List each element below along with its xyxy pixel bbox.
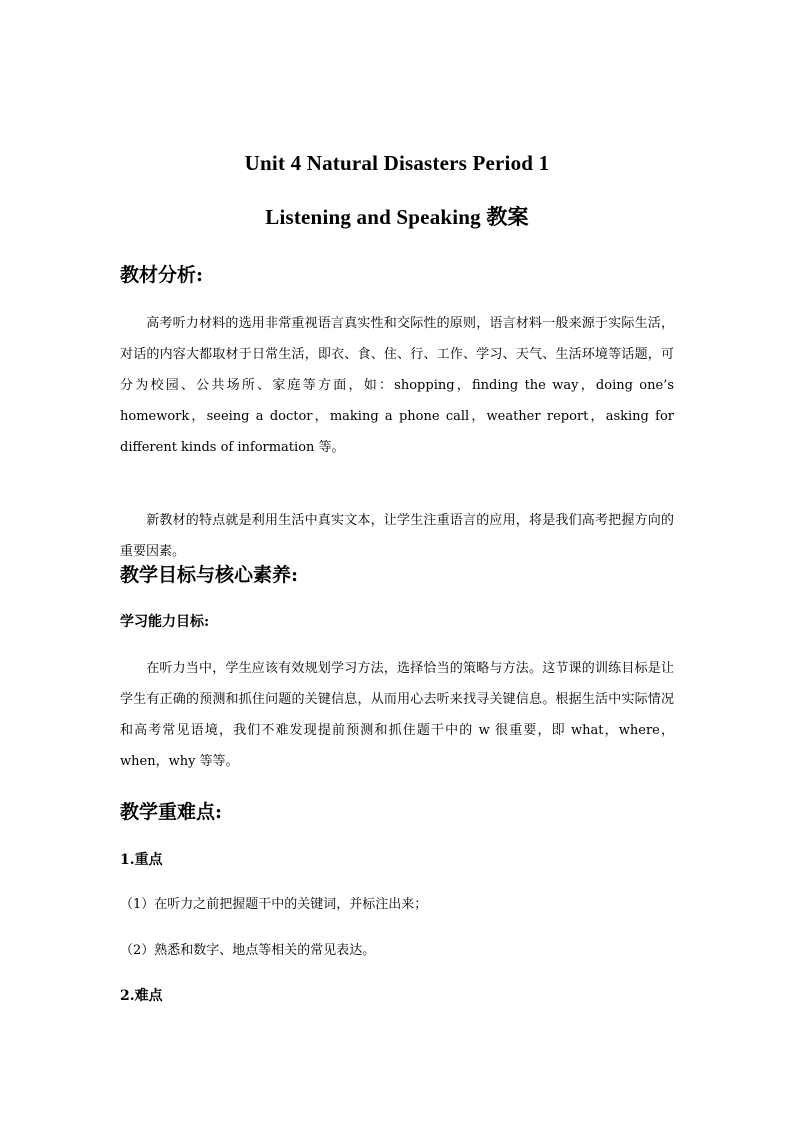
difficult-points-label: 2.难点 <box>120 988 163 1004</box>
objectives-paragraph <box>120 653 674 777</box>
subheading-learning-ability: 学习能力目标: <box>120 614 210 630</box>
materials-analysis-paragraph-2 <box>120 505 674 567</box>
objectives-text: 在听力当中，学生应该有效规划学习方法，选择恰当的策略与方法。这节课的训练目标是让学生有正确的预测和抓住问题的关键信息，从而用心去听来找寻关键信息。根据生活中实际情况和高考常见语境，我们不难发现提前预测和抓住题干中的 w 很重要，即 what，where，when，why 等等。 <box>120 661 674 769</box>
key-point-item-1: （1）在听力之前把握题干中的关键词，并标注出来； <box>120 897 428 912</box>
key-point-item-2: （2）熟悉和数字、地点等相关的常见表达。 <box>120 943 376 958</box>
materials-analysis-text-2: 新教材的特点就是利用生活中真实文本，让学生注重语言的应用，将是我们高考把握方向的重要因素。 <box>120 513 674 559</box>
section-heading-key-points: 教学重难点: <box>120 801 223 823</box>
document-subtitle: Listening and Speaking 教案 <box>265 205 529 229</box>
materials-analysis-paragraph-1 <box>120 308 674 463</box>
materials-analysis-text-1: 高考听力材料的选用非常重视语言真实性和交际性的原则，语言材料一般来源于实际生活，对话的内容大都取材于日常生活，即衣、食、住、行、工作、学习、天气、生活环境等话题，可分为校园、公共场所、家庭等方面，如：shopping，finding the way，doing one’s homework，seeing a doctor，making a phone call，weather report，asking for different kinds of information 等。 <box>120 316 674 455</box>
section-heading-materials-analysis: 教材分析: <box>120 264 204 286</box>
section-heading-objectives: 教学目标与核心素养: <box>120 564 299 586</box>
document-title: Unit 4 Natural Disasters Period 1 <box>244 151 550 175</box>
key-points-label: 1.重点 <box>120 852 163 868</box>
